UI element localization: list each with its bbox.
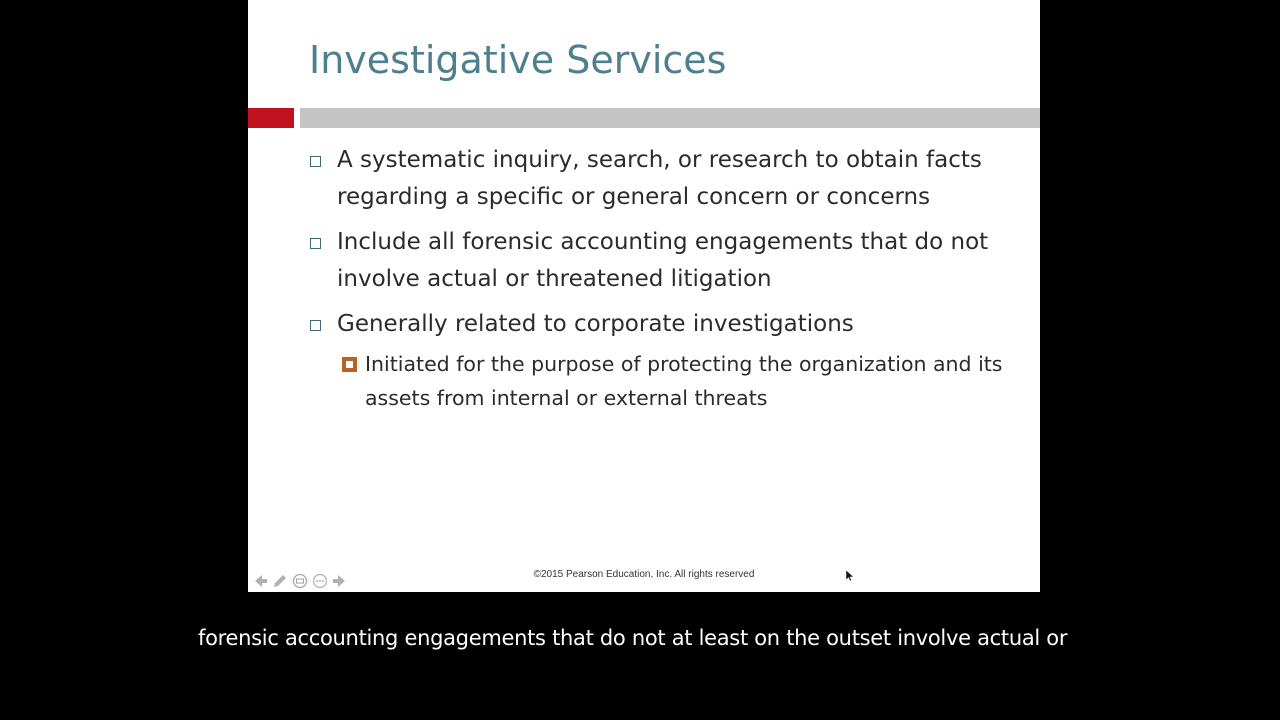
title-accent-gray-bar (300, 108, 1040, 128)
slide (248, 0, 1040, 592)
bullet-text: Generally related to corporate investigations (337, 311, 854, 337)
square-bullet-icon (310, 238, 321, 249)
subtitle-caption: forensic accounting engagements that do not at least on the outset involve actual or (198, 626, 1068, 650)
bullet-item (310, 142, 1010, 216)
bullet-text: Include all forensic accounting engagements that do not involve actual or threatened litigation (337, 229, 989, 292)
bullet-item (310, 306, 1010, 343)
copyright-footer: ©2015 Pearson Education, Inc. All rights reserved (533, 569, 755, 580)
square-bullet-icon (310, 156, 321, 167)
mouse-cursor-icon (846, 570, 854, 582)
sub-bullet-item (337, 347, 1005, 415)
slide-title: Investigative Services (309, 38, 727, 82)
bullet-text: A systematic inquiry, search, or research to obtain facts regarding a specific or general concern or concerns (337, 147, 982, 210)
filled-square-bullet-icon (342, 357, 357, 372)
square-bullet-icon (310, 320, 321, 331)
title-accent-red-bar (248, 108, 294, 128)
bullet-item (310, 224, 1010, 298)
sub-bullet-text: Initiated for the purpose of protecting the organization and its assets from internal or external threats (365, 352, 1003, 410)
bullet-list (310, 142, 1010, 415)
